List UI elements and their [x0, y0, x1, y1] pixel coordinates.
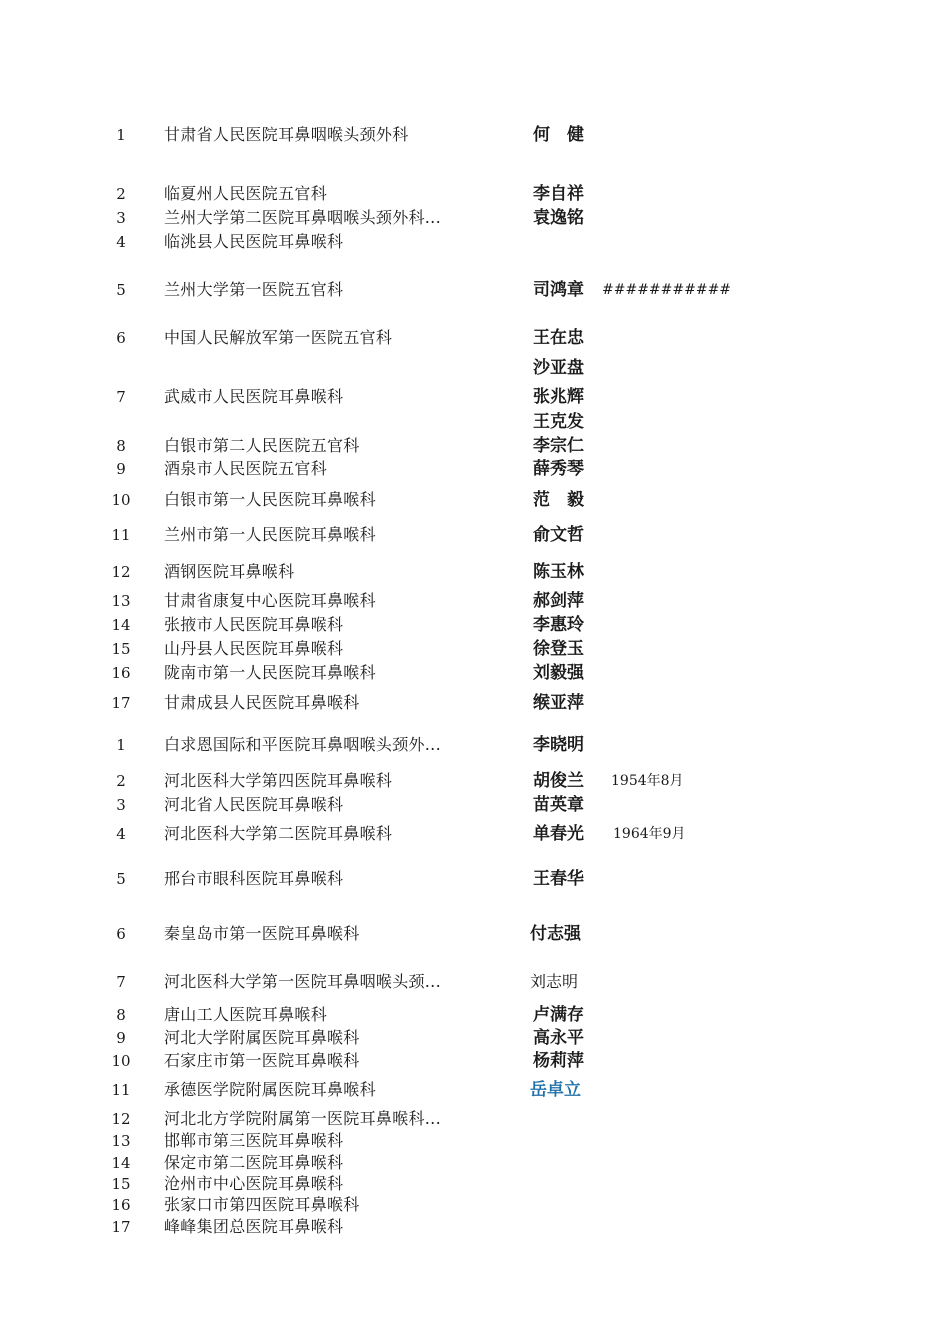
hospital-department-cell: 峰峰集团总医院耳鼻喉科	[164, 1217, 344, 1236]
hospital-department-cell: 陇南市第一人民医院耳鼻喉科	[164, 663, 376, 682]
table-row	[0, 770, 950, 792]
doctor-name-cell: 付志强	[530, 924, 581, 944]
row-number-cell: 8	[116, 437, 126, 455]
table-row	[0, 386, 950, 408]
hospital-department-cell: 邢台市眼科医院耳鼻喉科	[164, 869, 344, 888]
table-row	[0, 1004, 950, 1026]
hospital-department-cell: 临洮县人民医院耳鼻喉科	[164, 232, 344, 251]
doctor-name-cell: 王春华	[533, 869, 584, 889]
table-row	[0, 1108, 950, 1130]
row-number-cell: 10	[111, 491, 131, 509]
table-row	[0, 1216, 950, 1238]
hospital-department-cell: 兰州市第一人民医院耳鼻喉科	[164, 525, 376, 544]
row-number-cell: 1	[116, 736, 126, 754]
table-row	[0, 561, 950, 583]
table-row	[0, 1130, 950, 1152]
row-number-cell: 17	[111, 1218, 131, 1236]
extra-info-cell: 1964年9月	[613, 826, 686, 842]
row-number-cell: 2	[116, 185, 126, 203]
table-row	[0, 590, 950, 612]
doctor-name-cell: 岳卓立	[530, 1080, 581, 1100]
row-number-cell: 7	[116, 388, 126, 406]
doctor-name-cell: 杨莉萍	[533, 1051, 584, 1071]
row-number-cell: 16	[111, 1196, 131, 1214]
doctor-name-cell: 李晓明	[533, 735, 584, 755]
hospital-department-cell: 唐山工人医院耳鼻喉科	[164, 1005, 328, 1024]
table-row	[0, 638, 950, 660]
row-number-cell: 5	[116, 870, 126, 888]
doctor-name-cell: 王在忠	[533, 328, 584, 348]
table-row	[0, 458, 950, 480]
doctor-name-cell: 李宗仁	[533, 436, 584, 456]
table-row	[0, 614, 950, 636]
doctor-name-cell: 刘志明	[530, 972, 579, 991]
table-row	[0, 794, 950, 816]
row-number-cell: 4	[116, 825, 126, 843]
hospital-department-cell: 河北医科大学第二医院耳鼻喉科	[164, 824, 393, 843]
table-row	[0, 1079, 950, 1101]
doctor-name-cell: 刘毅强	[533, 663, 584, 683]
hospital-department-cell: 白求恩国际和平医院耳鼻咽喉头颈外...	[164, 735, 441, 754]
doctor-name-cell: 司鸿章	[533, 280, 584, 300]
table-row	[0, 1173, 950, 1195]
doctor-name-cell: 沙亚盘	[533, 358, 584, 378]
table-row	[0, 327, 950, 349]
row-number-cell: 3	[116, 796, 126, 814]
hospital-department-cell: 兰州大学第一医院五官科	[164, 280, 344, 299]
hospital-department-cell: 秦皇岛市第一医院耳鼻喉科	[164, 924, 360, 943]
table-row	[0, 971, 950, 993]
row-number-cell: 16	[111, 664, 131, 682]
hospital-department-cell: 张掖市人民医院耳鼻喉科	[164, 615, 344, 634]
row-number-cell: 17	[111, 694, 131, 712]
table-row	[0, 1050, 950, 1072]
doctor-name-cell: 胡俊兰	[533, 771, 584, 791]
table-row	[0, 279, 950, 301]
hospital-department-cell: 甘肃省康复中心医院耳鼻喉科	[164, 591, 376, 610]
hospital-department-cell: 白银市第二人民医院五官科	[164, 436, 360, 455]
hospital-department-cell: 沧州市中心医院耳鼻喉科	[164, 1174, 344, 1193]
table-row	[0, 489, 950, 511]
row-number-cell: 13	[111, 592, 131, 610]
doctor-name-cell: 何 健	[533, 125, 584, 145]
row-number-cell: 15	[111, 1175, 131, 1193]
hospital-department-cell: 甘肃成县人民医院耳鼻喉科	[164, 693, 360, 712]
row-number-cell: 12	[111, 563, 131, 581]
doctor-name-cell: 李自祥	[533, 184, 584, 204]
table-row	[0, 1152, 950, 1174]
doctor-name-cell: 徐登玉	[533, 639, 584, 659]
table-row	[0, 734, 950, 756]
row-number-cell: 3	[116, 209, 126, 227]
table-row	[0, 435, 950, 457]
doctor-name-cell: 高永平	[533, 1028, 584, 1048]
table-row	[0, 868, 950, 890]
hospital-department-cell: 白银市第一人民医院耳鼻喉科	[164, 490, 376, 509]
hospital-department-cell: 保定市第二医院耳鼻喉科	[164, 1153, 344, 1172]
row-number-cell: 13	[111, 1132, 131, 1150]
table-row	[0, 231, 950, 253]
row-number-cell: 14	[111, 1154, 131, 1172]
table-row	[0, 207, 950, 229]
doctor-name-cell: 俞文哲	[533, 525, 584, 545]
row-number-cell: 14	[111, 616, 131, 634]
row-number-cell: 9	[116, 460, 126, 478]
hospital-department-cell: 河北北方学院附属第一医院耳鼻喉科...	[164, 1109, 441, 1128]
hospital-department-cell: 甘肃省人民医院耳鼻咽喉头颈外科	[164, 125, 409, 144]
doctor-name-cell: 单春光	[533, 824, 584, 844]
hospital-department-cell: 承德医学院附属医院耳鼻喉科	[164, 1080, 376, 1099]
table-row	[0, 662, 950, 684]
row-number-cell: 9	[116, 1029, 126, 1047]
row-number-cell: 6	[116, 925, 126, 943]
doctor-name-cell: 张兆辉	[533, 387, 584, 407]
doctor-name-cell: 范 毅	[533, 490, 584, 510]
hospital-department-cell: 酒泉市人民医院五官科	[164, 459, 328, 478]
row-number-cell: 11	[111, 1081, 131, 1099]
table-row	[0, 1027, 950, 1049]
table-row	[0, 692, 950, 714]
hospital-department-cell: 武威市人民医院耳鼻喉科	[164, 387, 344, 406]
doctor-name-cell: 王克发	[533, 412, 584, 432]
row-number-cell: 15	[111, 640, 131, 658]
row-number-cell: 6	[116, 329, 126, 347]
row-number-cell: 2	[116, 772, 126, 790]
table-row	[0, 357, 950, 379]
hospital-department-cell: 河北医科大学第一医院耳鼻咽喉头颈...	[164, 972, 441, 991]
table-row	[0, 183, 950, 205]
doctor-name-cell: 郝剑萍	[533, 591, 584, 611]
row-number-cell: 12	[111, 1110, 131, 1128]
doctor-name-cell: 袁逸铭	[533, 208, 584, 228]
hospital-department-cell: 兰州大学第二医院耳鼻咽喉头颈外科...	[164, 208, 441, 227]
doctor-name-cell: 苗英章	[533, 795, 584, 815]
hospital-department-cell: 临夏州人民医院五官科	[164, 184, 328, 203]
hospital-department-cell: 河北大学附属医院耳鼻喉科	[164, 1028, 360, 1047]
hospital-department-cell: 中国人民解放军第一医院五官科	[164, 328, 393, 347]
doctor-name-cell: 缑亚萍	[533, 693, 584, 713]
hospital-department-cell: 酒钢医院耳鼻喉科	[164, 562, 295, 581]
table-row	[0, 124, 950, 146]
table-row	[0, 823, 950, 845]
row-number-cell: 1	[116, 126, 126, 144]
row-number-cell: 4	[116, 233, 126, 251]
row-number-cell: 8	[116, 1006, 126, 1024]
doctor-name-cell: 陈玉林	[533, 562, 584, 582]
hospital-department-cell: 河北医科大学第四医院耳鼻喉科	[164, 771, 393, 790]
row-number-cell: 10	[111, 1052, 131, 1070]
hospital-department-cell: 山丹县人民医院耳鼻喉科	[164, 639, 344, 658]
table-row	[0, 411, 950, 433]
extra-info-cell: ###########	[602, 282, 732, 298]
row-number-cell: 5	[116, 281, 126, 299]
doctor-name-cell: 薛秀琴	[533, 459, 584, 479]
row-number-cell: 7	[116, 973, 126, 991]
hospital-department-cell: 石家庄市第一医院耳鼻喉科	[164, 1051, 360, 1070]
doctor-name-cell: 卢满存	[533, 1005, 584, 1025]
row-number-cell: 11	[111, 526, 131, 544]
table-row	[0, 524, 950, 546]
doctor-name-cell: 李惠玲	[533, 615, 584, 635]
table-row	[0, 1194, 950, 1216]
hospital-department-cell: 邯郸市第三医院耳鼻喉科	[164, 1131, 344, 1150]
hospital-department-cell: 河北省人民医院耳鼻喉科	[164, 795, 344, 814]
table-row	[0, 923, 950, 945]
extra-info-cell: 1954年8月	[611, 773, 684, 789]
hospital-department-cell: 张家口市第四医院耳鼻喉科	[164, 1195, 360, 1214]
